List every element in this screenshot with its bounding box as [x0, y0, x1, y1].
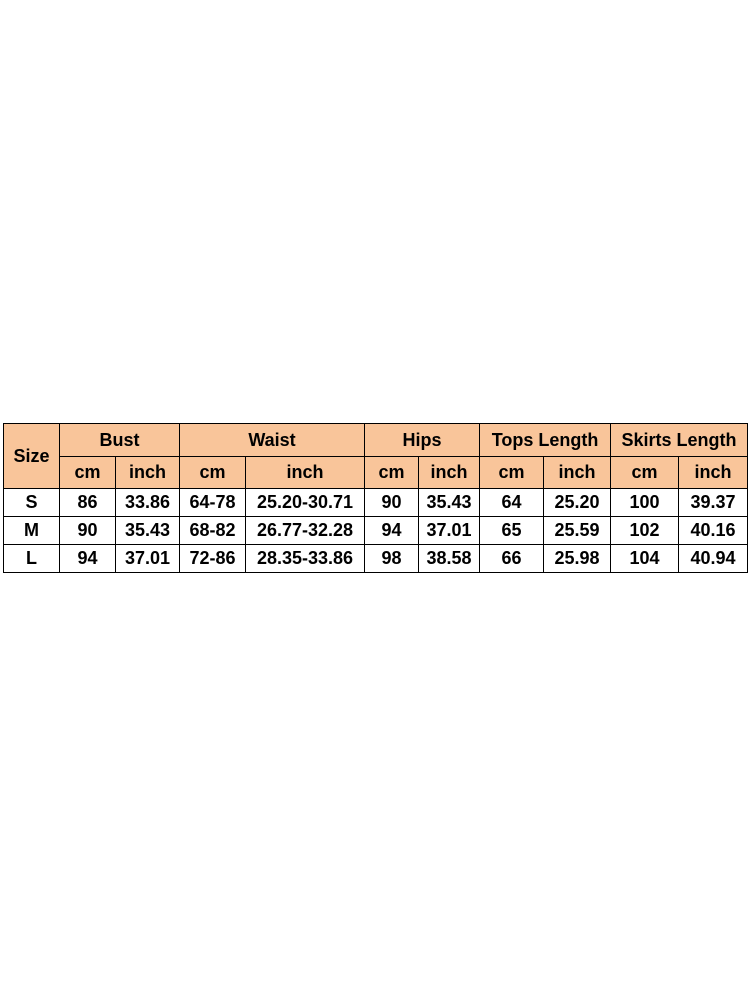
- table-cell: 68-82: [180, 517, 246, 545]
- table-cell: 40.16: [679, 517, 748, 545]
- table-cell: 35.43: [116, 517, 180, 545]
- table-cell: 65: [480, 517, 544, 545]
- table-cell: 35.43: [419, 489, 480, 517]
- unit-header: inch: [246, 457, 365, 489]
- unit-header: inch: [679, 457, 748, 489]
- skirts-length-header: Skirts Length: [611, 424, 748, 457]
- table-row: [4, 517, 748, 545]
- table-cell: 98: [365, 545, 419, 573]
- unit-header: cm: [365, 457, 419, 489]
- table-cell: 94: [60, 545, 116, 573]
- table-cell: 37.01: [116, 545, 180, 573]
- table-cell: 40.94: [679, 545, 748, 573]
- table-cell: 72-86: [180, 545, 246, 573]
- group-header-row: [4, 424, 748, 457]
- waist-header: Waist: [180, 424, 365, 457]
- table-cell: 90: [60, 517, 116, 545]
- table-cell: 33.86: [116, 489, 180, 517]
- table-cell: 25.20: [544, 489, 611, 517]
- table-cell: 26.77-32.28: [246, 517, 365, 545]
- table-cell: 104: [611, 545, 679, 573]
- table-cell: 66: [480, 545, 544, 573]
- unit-header: cm: [60, 457, 116, 489]
- table-cell: 37.01: [419, 517, 480, 545]
- hips-header: Hips: [365, 424, 480, 457]
- size-cell: L: [4, 545, 60, 573]
- unit-header: cm: [480, 457, 544, 489]
- table-cell: 100: [611, 489, 679, 517]
- size-chart-table: [3, 423, 748, 573]
- table-cell: 25.98: [544, 545, 611, 573]
- table-cell: 39.37: [679, 489, 748, 517]
- table-row: [4, 545, 748, 573]
- unit-header: cm: [180, 457, 246, 489]
- unit-header: cm: [611, 457, 679, 489]
- table-row: [4, 489, 748, 517]
- table-cell: 86: [60, 489, 116, 517]
- size-cell: S: [4, 489, 60, 517]
- table-cell: 94: [365, 517, 419, 545]
- table-cell: 25.59: [544, 517, 611, 545]
- tops-length-header: Tops Length: [480, 424, 611, 457]
- table-cell: 90: [365, 489, 419, 517]
- table-cell: 64: [480, 489, 544, 517]
- unit-header: inch: [419, 457, 480, 489]
- table-cell: 25.20-30.71: [246, 489, 365, 517]
- table-cell: 38.58: [419, 545, 480, 573]
- size-column-header: Size: [4, 424, 60, 489]
- table-cell: 102: [611, 517, 679, 545]
- size-cell: M: [4, 517, 60, 545]
- table-cell: 28.35-33.86: [246, 545, 365, 573]
- table-cell: 64-78: [180, 489, 246, 517]
- unit-header-row: [4, 457, 748, 489]
- unit-header: inch: [544, 457, 611, 489]
- bust-header: Bust: [60, 424, 180, 457]
- unit-header: inch: [116, 457, 180, 489]
